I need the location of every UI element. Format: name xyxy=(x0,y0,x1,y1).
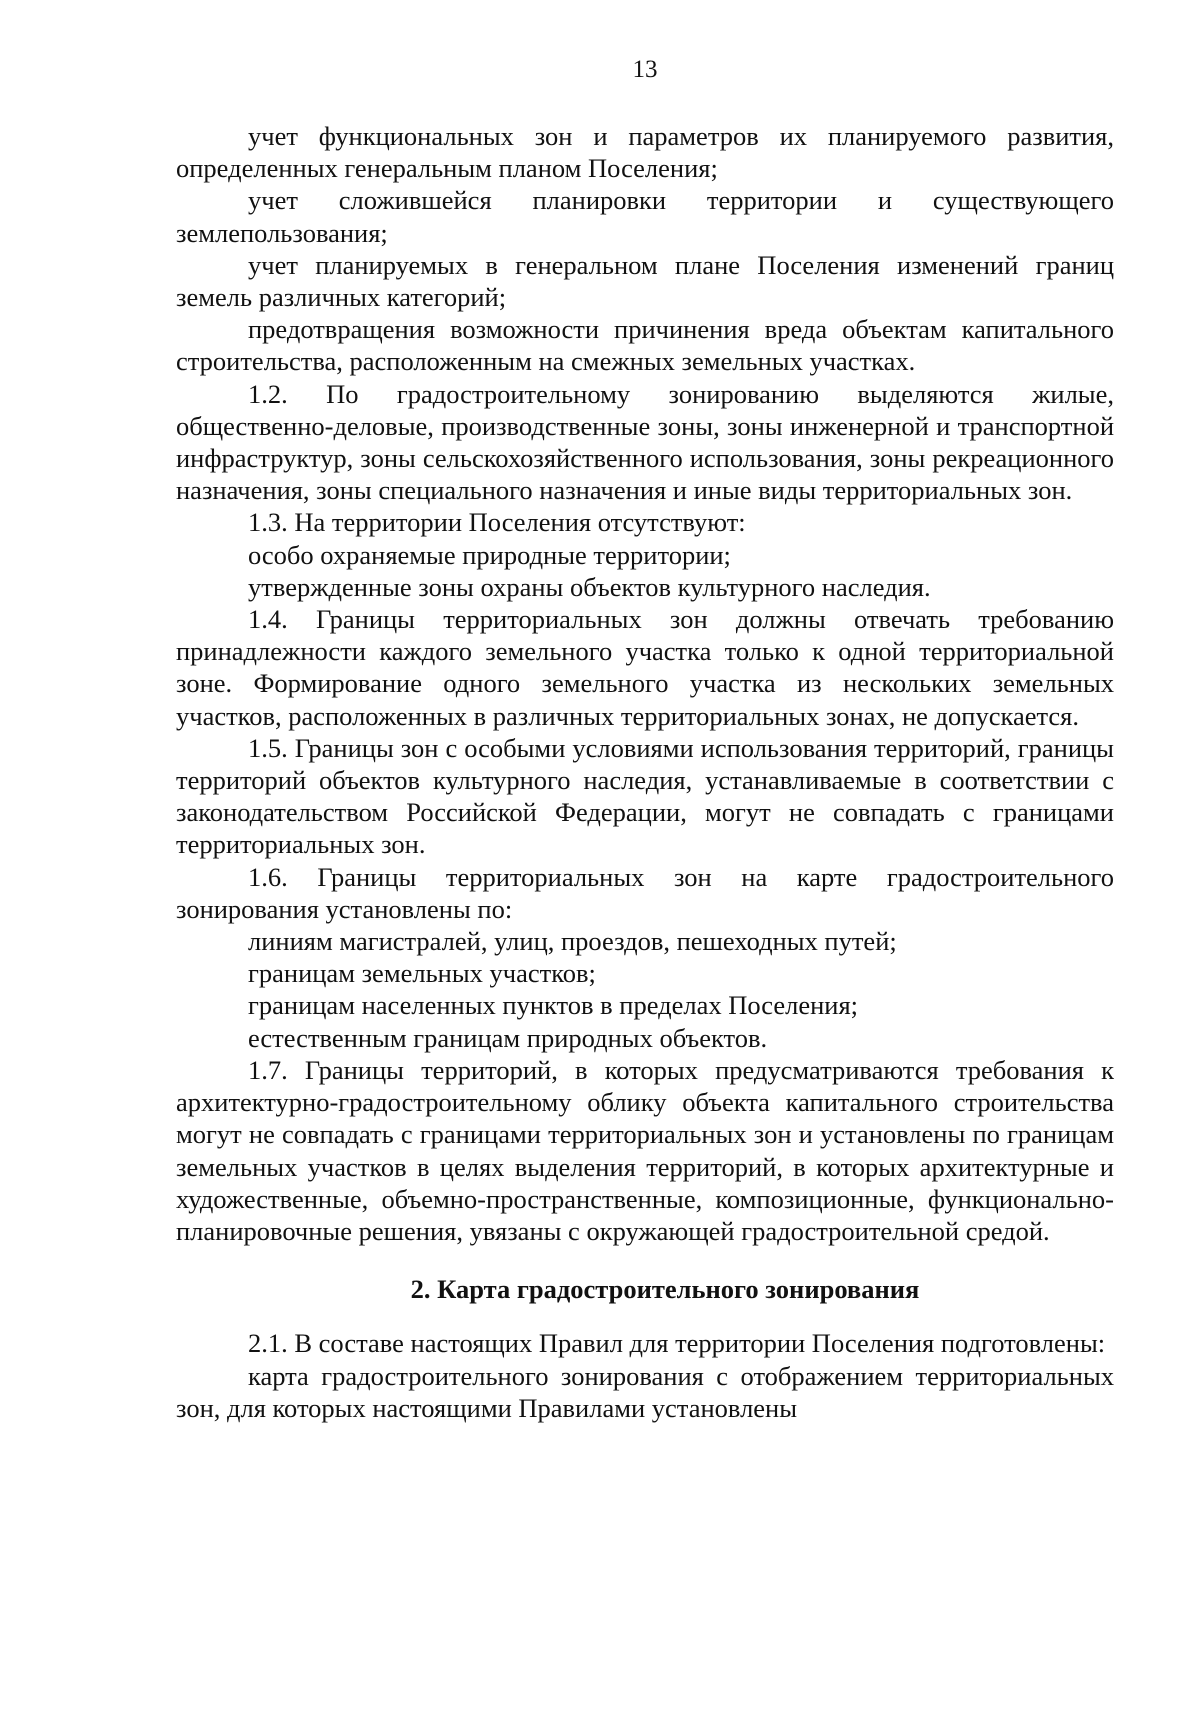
section-heading: 2. Карта градостроительного зонирования xyxy=(410,1274,920,1305)
paragraph-natural-borders: естественным границам природных объектов. xyxy=(248,1022,768,1053)
paragraph-land-plots: границам земельных участков; xyxy=(248,958,596,989)
paragraph-heritage-zones: утвержденные зоны охраны объектов культурного наследия. xyxy=(248,571,931,602)
paragraph-land-categories: учет планируемых в генеральном плане Поселения изменений границ земель различных категорий; xyxy=(176,249,1114,313)
paragraph-functional-zones: учет функциональных зон и параметров их планируемого развития, определенных генеральным планом Поселения; xyxy=(176,121,1114,184)
paragraph-existing-layout: учет сложившейся планировки территории и существующего землепользования; xyxy=(176,185,1114,248)
paragraph-harm-prevention: предотвращения возможности причинения вреда объектам капитального строительства, расположенным на смежных земельных участках. xyxy=(176,314,1114,377)
paragraph-zoning-map: карта градостроительного зонирования с отображением территориальных зон, для которых настоящими Правилами установлены xyxy=(176,1360,1114,1423)
page-number: 13 xyxy=(632,56,658,83)
document-body xyxy=(176,120,1114,1424)
paragraph-1-2: 1.2. По градостроительному зонированию выделяются жилые, общественно-деловые, производственные зоны, зоны инженерной и транспортной инфраструктур, зоны сельскохозяйственного использования, зоны рекреационного назначения, зоны специального назначения и иные виды территориальных зон. xyxy=(176,378,1114,506)
paragraph-settlements: границам населенных пунктов в пределах Поселения; xyxy=(248,990,859,1021)
paragraph-1-6: 1.6. Границы территориальных зон на карте градостроительного зонирования установлены по: xyxy=(176,861,1114,924)
paragraph-2-1: 2.1. В составе настоящих Правил для территории Поселения подготовлены: xyxy=(248,1328,1106,1359)
paragraph-1-7: 1.7. Границы территорий, в которых предусматриваются требования к архитектурно-градостроительному облику объекта капитального строительства могут не совпадать с границами территориальных зон и установлены по границам земельных участков в целях выделения территорий, в которых архитектурные и художественные, объемно-пространственные, композиционные, функционально-планировочные решения, увязаны с окружающей градостроительной средой. xyxy=(176,1054,1114,1246)
paragraph-1-4: 1.4. Границы территориальных зон должны отвечать требованию принадлежности каждого земельного участка только к одной территориальной зоне. Формирование одного земельного участка из нескольких земельных участков, расположенных в различных территориальных зонах, не допускается. xyxy=(176,604,1114,731)
paragraph-protected-areas: особо охраняемые природные территории; xyxy=(248,539,731,570)
paragraph-highways: линиям магистралей, улиц, проездов, пешеходных путей; xyxy=(248,926,897,957)
paragraph-1-3: 1.3. На территории Поселения отсутствуют: xyxy=(248,507,746,538)
paragraph-1-5: 1.5. Границы зон с особыми условиями использования территорий, границы территорий объектов культурного наследия, устанавливаемые в соответствии с законодательством Российской Федерации, могут не совпадать с границами территориальных зон. xyxy=(176,732,1114,860)
